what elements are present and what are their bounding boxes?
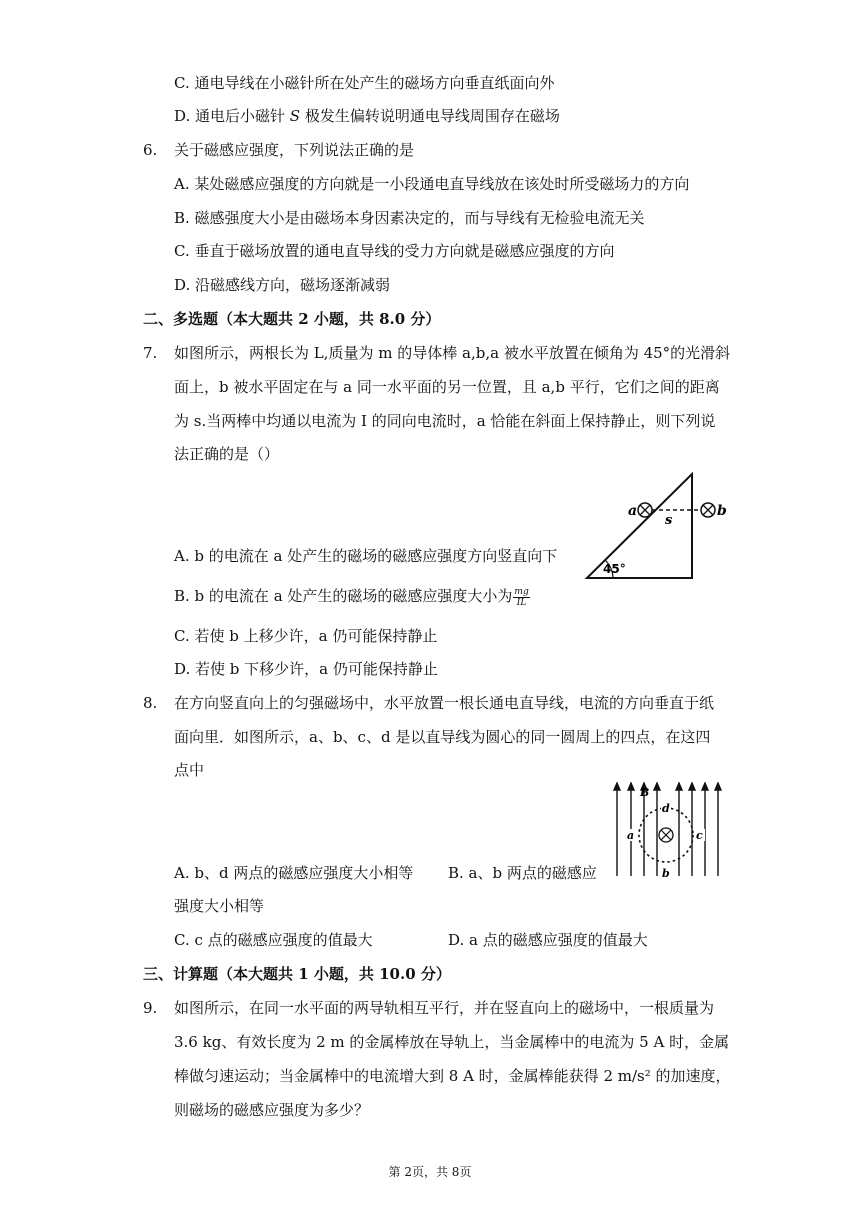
fraction-denominator: IL <box>516 597 527 608</box>
q5-option-d-post: 极发生偏转说明通电导线周围存在磁场 <box>300 107 560 125</box>
q6-stem: 关于磁感应强度，下列说法正确的是 <box>174 141 415 159</box>
q5-option-d-pre: D. 通电后小磁针 <box>174 107 290 125</box>
q7-option-d: D. 若使 b 下移少许，a 仍可能保持静止 <box>174 660 438 678</box>
point-d-label: d <box>662 802 670 815</box>
q8-number: 8. <box>143 694 158 712</box>
section-heading-multi-choice: 二、多选题（本大题共 2 小题，共 8.0 分） <box>143 310 441 328</box>
q9-stem-line2: 3.6 kg、有效长度为 2 m 的金属棒放在导轨上，当金属棒中的电流为 5 A 时，金属 <box>174 1033 730 1051</box>
field-b-label: B <box>640 786 650 799</box>
q7-stem-line3: 为 s.当两棒中均通以电流为 I 的同向电流时，a 恰能在斜面上保持静止，则下列说 <box>174 412 716 430</box>
page-footer: 第 2页，共 8页 <box>388 1165 472 1179</box>
q9-stem-line1: 如图所示，在同一水平面的两导轨相互平行，并在竖直向上的磁场中，一根质量为 <box>174 999 715 1017</box>
q7-stem-line1: 如图所示，两根长为 L,质量为 m 的导体棒 a,b,a 被水平放置在倾角为 45°的光滑斜 <box>174 344 731 362</box>
q7-option-b <box>174 586 530 608</box>
q9-number: 9. <box>143 999 158 1017</box>
q8-option-b-line1: B. a、b 两点的磁感应 <box>448 864 597 882</box>
q5-option-c: C. 通电导线在小磁针所在处产生的磁场方向垂直纸面向外 <box>174 74 555 92</box>
q8-field-figure <box>610 782 726 880</box>
q6-number: 6. <box>143 141 158 159</box>
point-c-label: c <box>696 829 703 842</box>
point-b-label: b <box>662 867 670 880</box>
q5-option-d <box>174 106 560 126</box>
q6-option-d: D. 沿磁感线方向，磁场逐渐减弱 <box>174 276 391 294</box>
q7-option-b-text: B. b 的电流在 a 处产生的磁场的磁感应强度大小为 <box>174 587 513 605</box>
q9-stem-line4: 则磁场的磁感应强度为多少？ <box>174 1101 370 1119</box>
distance-label: s <box>665 513 673 528</box>
q8-option-d: D. a 点的磁感应强度的值最大 <box>448 931 648 949</box>
q7-stem-line2: 面上，b 被水平固定在与 a 同一水平面的另一位置，且 a,b 平行，它们之间的距离 <box>174 378 720 396</box>
q8-option-a: A. b、d 两点的磁感应强度大小相等 <box>174 864 414 882</box>
section-heading-calculation: 三、计算题（本大题共 1 小题，共 10.0 分） <box>143 965 451 983</box>
q7-number: 7. <box>143 344 158 362</box>
fraction-numerator: mg <box>514 586 529 597</box>
q6-option-b: B. 磁感强度大小是由磁场本身因素决定的，而与导线有无检验电流无关 <box>174 209 645 227</box>
q8-stem-line2: 面向里．如图所示，a、b、c、d 是以直导线为圆心的同一圆周上的四点，在这四 <box>174 728 711 746</box>
q7-stem-line4: 法正确的是（） <box>174 445 280 463</box>
q7-option-a: A. b 的电流在 a 处产生的磁场的磁感应强度方向竖直向下 <box>174 547 558 565</box>
q8-stem-line1: 在方向竖直向上的匀强磁场中，水平放置一根长通电直导线，电流的方向垂直于纸 <box>174 694 715 712</box>
q8-option-c: C. c 点的磁感应强度的值最大 <box>174 931 373 949</box>
q7-option-c: C. 若使 b 上移少许，a 仍可能保持静止 <box>174 627 438 645</box>
q7-option-b-fraction <box>513 587 529 608</box>
q8-stem-line3: 点中 <box>174 761 205 779</box>
angle-label: 45° <box>603 562 626 576</box>
q8-option-b-line2: 强度大小相等 <box>174 897 265 915</box>
point-a-label: a <box>627 829 635 842</box>
q6-option-a: A. 某处磁感应强度的方向就是一小段通电直导线放在该处时所受磁场力的方向 <box>174 175 690 193</box>
q9-stem-line3: 棒做匀速运动；当金属棒中的电流增大到 8 A 时，金属棒能获得 2 m/s² 的加速度， <box>174 1067 731 1085</box>
rod-a-label: a <box>628 503 638 519</box>
q5-option-d-s: S <box>289 107 301 125</box>
q7-incline-figure <box>575 472 735 584</box>
q6-option-c: C. 垂直于磁场放置的通电直导线的受力方向就是磁感应强度的方向 <box>174 242 615 260</box>
rod-b-label: b <box>717 503 727 519</box>
